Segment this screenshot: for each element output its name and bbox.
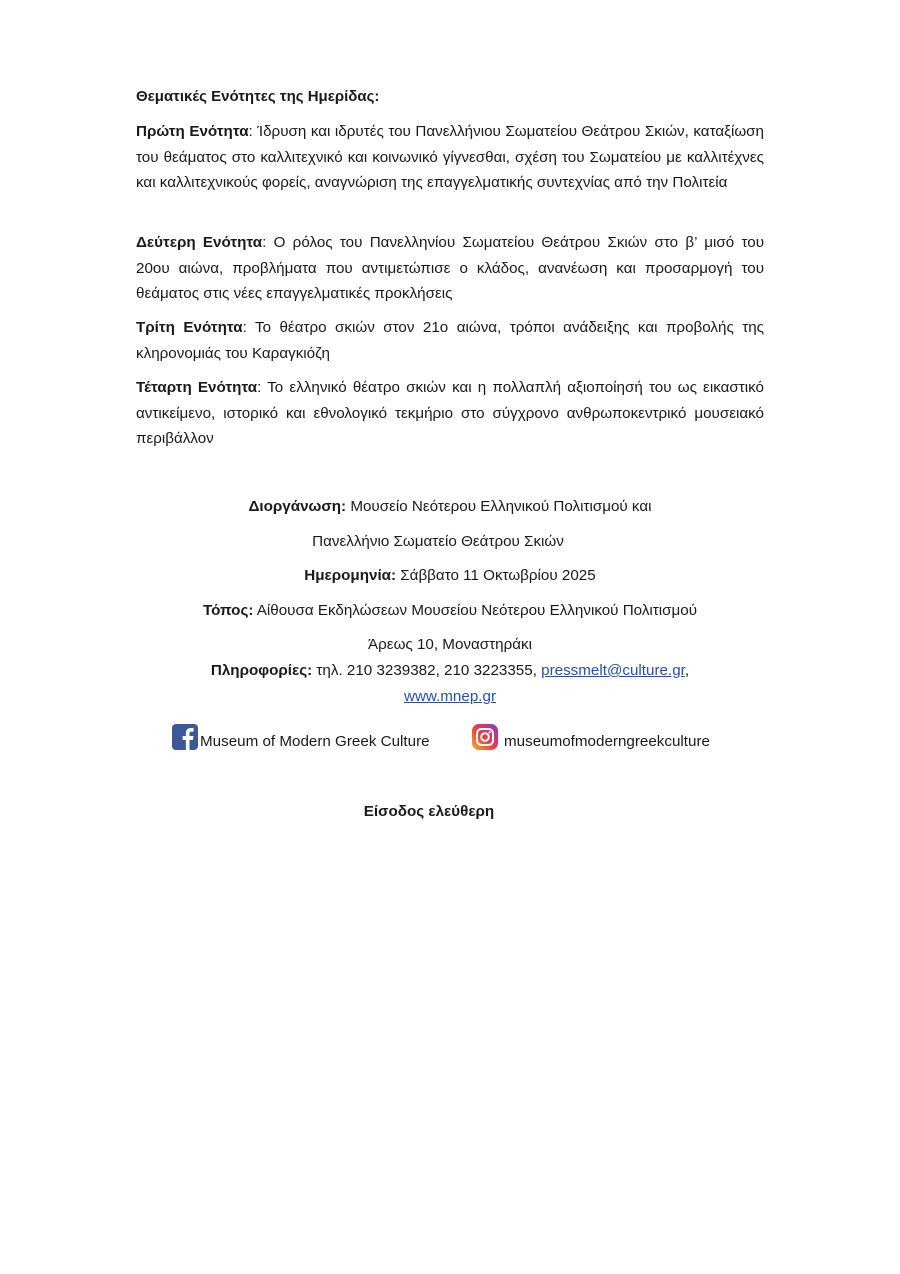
instagram-icon <box>472 724 498 750</box>
venue-line-1 <box>0 602 900 619</box>
venue-label: Τόπος: <box>202 602 254 619</box>
section-label: Πρώτη Ενότητα <box>136 123 249 140</box>
section-text: : Το ελληνικό θέατρο σκιών και η πολλαπλή αξιοποίησή του ως εικαστικό αντικείμενο, ιστορικό και εθνολογικό τεκμήριο στο σύγχρονο ανθρωποκεντρικό μουσειακό περιβάλλον <box>136 379 764 447</box>
free-entry <box>0 803 879 820</box>
section-text: : Το θέατρο σκιών στον 21ο αιώνα, τρόποι ανάδειξης και προβολής της κληρονομιάς του Καραγκιόζη <box>136 319 764 362</box>
info-line <box>0 662 900 679</box>
info-label: Πληροφορίες: <box>210 662 313 679</box>
section-text: : Ο ρόλος του Πανελληνίου Σωματείου Θεάτρου Σκιών στο β’ μισό του 20ου αιώνα, προβλήματα που αντιμετώπισε ο κλάδος, ανανέωση και προσαρμογή του θεάματος στις νέες επαγγελματικές προκλήσεις <box>136 234 764 302</box>
section-label: Δεύτερη Ενότητα <box>136 234 263 251</box>
venue-value: Αίθουσα Εκδηλώσεων Μουσείου Νεότερου Ελληνικού Πολιτισμού <box>253 602 698 619</box>
date-label: Ημερομηνία: <box>304 567 397 584</box>
section-4 <box>136 375 764 452</box>
instagram-label: museumofmoderngreekculture <box>504 733 710 750</box>
section-2 <box>136 230 764 307</box>
free-entry-label: Είσοδος ελεύθερη <box>363 803 495 820</box>
date-value: Σάββατο 11 Οκτωβρίου 2025 <box>396 567 596 584</box>
section-label: Τρίτη Ενότητα <box>136 319 243 336</box>
section-text: : Ίδρυση και ιδρυτές του Πανελλήνιου Σωματείου Θεάτρου Σκιών, καταξίωση του θεάματος στο καλλιτεχνικό και κοινωνικό γίγνεσθαι, σχέση του Σωματείου με καλλιτέχνες και καλλιτεχνικούς φορείς, αναγνώριση της επαγγελματικής συντεχνίας από την Πολιτεία <box>136 123 764 191</box>
section-1 <box>136 119 764 196</box>
section-label: Τέταρτη Ενότητα <box>136 379 258 396</box>
info-phones: τηλ. 210 3239382, 210 3223355, <box>312 662 542 679</box>
organization-line-1 <box>0 498 900 515</box>
website-line <box>0 688 900 705</box>
website-link[interactable]: www.mnep.gr <box>404 688 496 705</box>
instagram-link[interactable] <box>472 720 710 750</box>
organization-label: Διοργάνωση: <box>248 498 347 515</box>
venue-line-2: Άρεως 10, Μοναστηράκι <box>368 636 532 653</box>
organization-line-2: Πανελλήνιο Σωματείο Θεάτρου Σκιών <box>312 533 564 550</box>
info-comma: , <box>684 662 690 679</box>
facebook-label: Museum of Modern Greek Culture <box>200 733 430 750</box>
section-heading: Θεματικές Ενότητες της Ημερίδας: <box>136 88 380 105</box>
facebook-icon <box>172 724 198 750</box>
section-3 <box>136 315 764 366</box>
date-line <box>0 567 900 584</box>
facebook-link[interactable] <box>172 720 430 750</box>
email-link[interactable]: pressmelt@culture.gr <box>541 662 685 679</box>
organization-value: Μουσείο Νεότερου Ελληνικού Πολιτισμού και <box>346 498 652 515</box>
